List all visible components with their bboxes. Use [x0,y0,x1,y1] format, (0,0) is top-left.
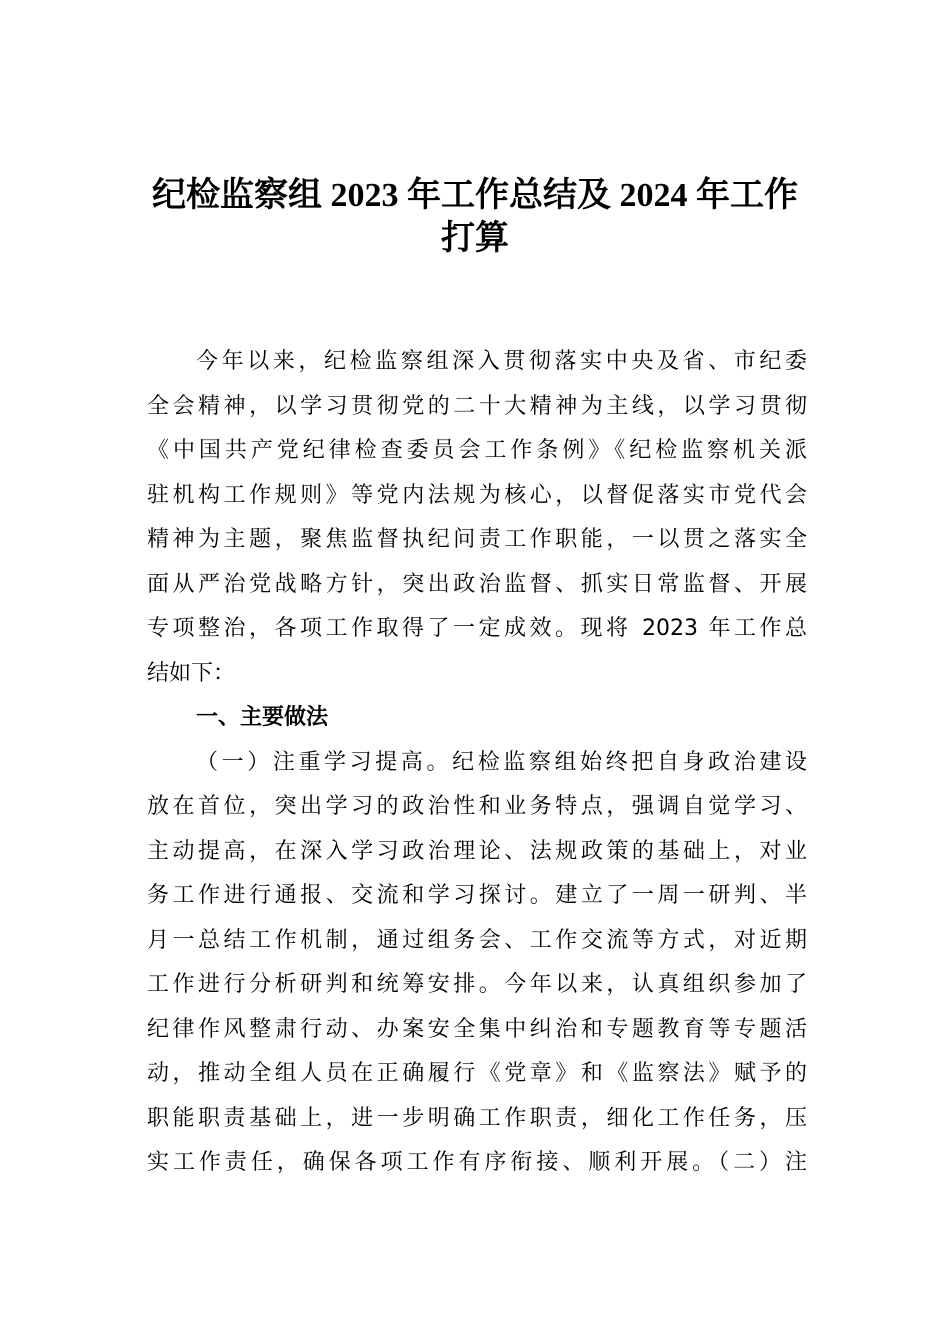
section-line: 实工作责任，确保各项工作有序衔接、顺利开展。（二）注 [147,1150,807,1175]
intro-line: 驻机构工作规则》等党内法规为核心，以督促落实市党代会 [147,483,807,508]
section-line: 主动提高，在深入学习政治理论、法规政策的基础上，对业 [147,839,807,864]
document-title-line-2: 打算 [441,220,509,257]
section-line: 纪律作风整肃行动、办案安全集中纠治和专题教育等专题活 [147,1017,807,1042]
section-line: 月一总结工作机制，通过组务会、工作交流等方式，对近期 [147,928,807,953]
section-line: 务工作进行通报、交流和学习探讨。建立了一周一研判、半 [147,883,807,908]
document-title-line-1: 纪检监察组 2023 年工作总结及 2024 年工作 [152,177,798,214]
intro-line: 面从严治党战略方针，突出政治监督、抓实日常监督、开展 [147,572,807,597]
intro-line: 专项整治，各项工作取得了一定成效。现将 2023 年工作总 [147,616,807,641]
intro-line: 结如下： [147,661,236,686]
section-line: （一）注重学习提高。纪检监察组始终把自身政治建设 [196,750,807,775]
section-heading: 一、主要做法 [196,705,329,730]
intro-line: 今年以来，纪检监察组深入贯彻落实中央及省、市纪委 [196,349,807,374]
intro-line: 《中国共产党纪律检查委员会工作条例》《纪检监察机关派 [147,438,807,463]
section-line: 工作进行分析研判和统筹安排。今年以来，认真组织参加了 [147,972,807,997]
intro-line: 精神为主题，聚焦监督执纪问责工作职能，一以贯之落实全 [147,527,807,552]
intro-line: 全会精神，以学习贯彻党的二十大精神为主线，以学习贯彻 [147,394,807,419]
section-line: 放在首位，突出学习的政治性和业务特点，强调自觉学习、 [147,794,807,819]
section-line: 动，推动全组人员在正确履行《党章》和《监察法》赋予的 [147,1061,807,1086]
section-line: 职能职责基础上，进一步明确工作职责，细化工作任务，压 [147,1106,807,1131]
